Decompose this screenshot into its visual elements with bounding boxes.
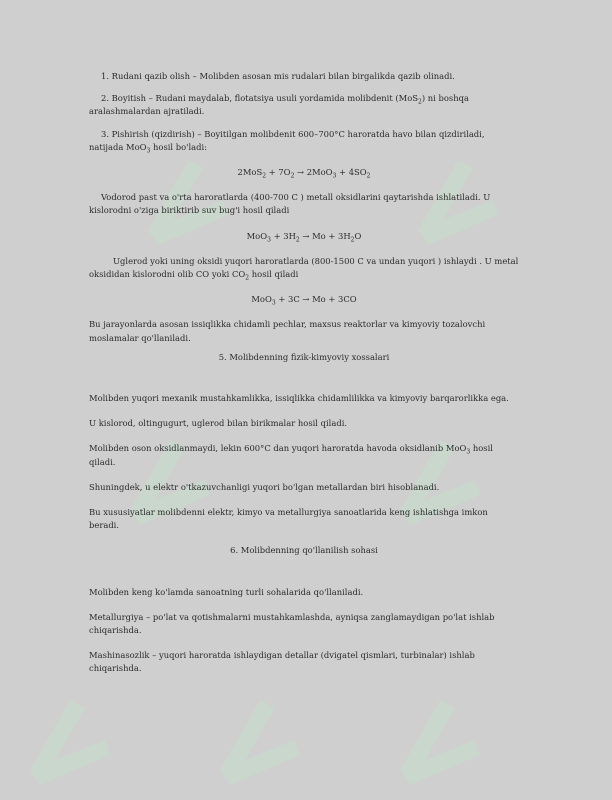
- watermark-logo-icon: [10, 680, 130, 800]
- applications-intro-paragraph: Molibden keng ko'lamda sanoatning turli sohalarida qo'llaniladi.: [89, 586, 364, 597]
- equation-hydrogen: $MoO_3 + 3H_2 \to Mo + 3H_2O$: [246, 230, 362, 244]
- step-roasting: 3. Pishirish (qizdirish) – Boyitilgan molibdenit 600–700°C haroratda havo bilan qizdiriladi, natijada MoO$_3$ hosil bo'ladi:: [89, 128, 485, 155]
- step-mining: 1. Rudani qazib olish – Molibden asosan mis rudalari bilan birgalikda qazib olinadi.: [101, 71, 455, 81]
- compounds-paragraph: U kislorod, oltingugurt, uglerod bilan birikmalar hosil qiladi.: [89, 418, 348, 429]
- carbon-reduction-text: Uglerod yoki uning oksidi yuqori haroratlarda (800-1500 C va undan yuqori ) ishlaydi . U metal oksididan kislorodni olib CO yoki $CO_2$ hosil qiladi: [89, 255, 519, 282]
- section-heading-applications: 6. Molibdenning qo'llanilish sohasi: [230, 545, 378, 556]
- conductivity-paragraph: Shuningdek, u elektr o'tkazuvchanligi yuqori bo'lgan metallardan biri hisoblanadi.: [89, 481, 440, 492]
- hydrogen-reduction-text: Vodorod past va o'rta haroratlarda (400-700 C ) metall oksidlarini qaytarishda ishlatiladi. U kislorodni o'ziga biriktirib suv bug'i hosil qiladi: [89, 192, 491, 216]
- watermark-logo-icon: [200, 680, 320, 800]
- equation-roasting: $2MoS_2 + 7O_2 \to 2MoO_3 + 4SO_2$: [237, 167, 371, 180]
- properties-paragraph: Molibden yuqori mexanik mustahkamlikka, issiqlikka chidamlilikka va kimyoviy barqarorlikka ega.: [89, 393, 509, 404]
- equation-carbon: MoO$_3$ + 3C → Mo + 3CO: [251, 294, 357, 307]
- oxidation-paragraph: Molibden oson oksidlanmaydi, lekin 600°C dan yuqori haroratda havoda oksidlanib MoO$_3$ hosil qiladi.: [89, 443, 493, 467]
- industry-paragraph: Bu xususiyatlar molibdenni elektr, kimyo va metallurgiya sanoatlarida keng ishlatishga imkon beradi.: [89, 507, 488, 531]
- equipment-text: Bu jarayonlarda asosan issiqlikka chidamli pechlar, maxsus reaktorlar va kimyoviy tozalovchi moslamalar qo'llaniladi.: [89, 319, 486, 343]
- document-body: [89, 70, 519, 688]
- watermark-logo-icon: [380, 680, 500, 800]
- metallurgy-paragraph: Metallurgiya – po'lat va qotishmalarni mustahkamlashda, ayniqsa zanglamaydigan po'lat ishlab chiqarishda.: [89, 611, 495, 636]
- machinery-paragraph: Mashinasozlik – yuqori haroratda ishlaydigan detallar (dvigatel qismlari, turbinalar) ishlab chiqarishda.: [89, 650, 475, 674]
- section-heading-properties: 5. Molibdenning fizik-kimyoviy xossalari: [218, 351, 390, 362]
- step-enrichment: 2. Boyitish – Rudani maydalab, flotatsiya usuli yordamida molibdenit (MoS$_2$) ni boshqa aralashmalardan ajratiladi.: [89, 93, 469, 117]
